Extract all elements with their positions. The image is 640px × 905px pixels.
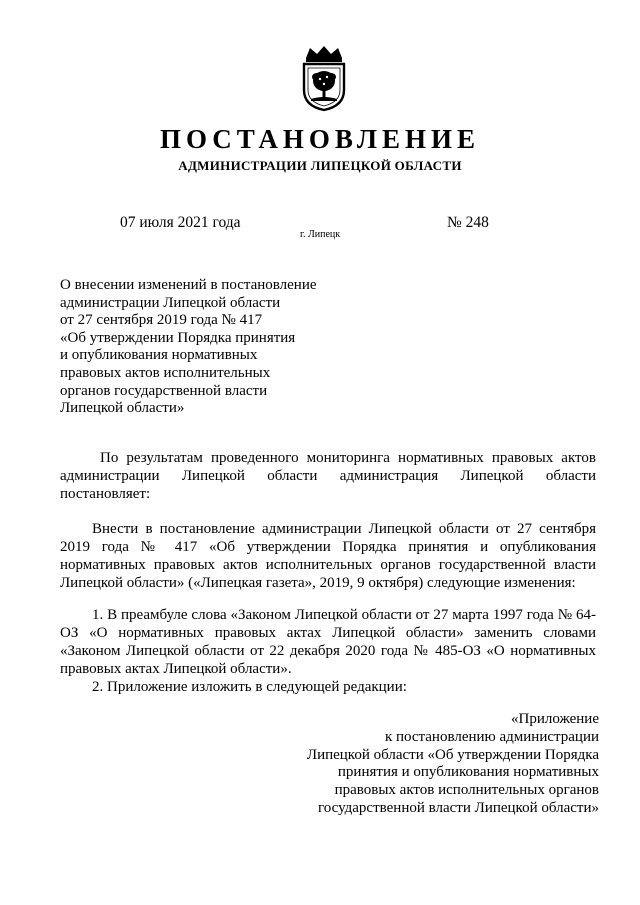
subject-line: и опубликования нормативных: [60, 347, 258, 364]
body-paragraph: 2. Приложение изложить в следующей редакции:: [92, 679, 407, 695]
document-title: ПОСТАНОВЛЕНИЕ: [159, 124, 481, 154]
subject-line: от 27 сентября 2019 года № 417: [60, 312, 263, 329]
document-subtitle: АДМИНИСТРАЦИИ ЛИПЕЦКОЙ ОБЛАСТИ: [178, 158, 462, 173]
subject-line: О внесении изменений в постановление: [60, 277, 317, 293]
appendix-line: государственной власти Липецкой области»: [317, 799, 599, 816]
subject-line: администрации Липецкой области: [60, 294, 281, 311]
subject-line: правовых актов исполнительных: [60, 364, 271, 381]
appendix-reference: [307, 711, 599, 818]
appendix-line: принятия и опубликования нормативных: [337, 764, 599, 781]
appendix-line: «Приложение: [510, 711, 599, 727]
document-date: 07 июля 2021 года: [120, 214, 241, 231]
coat-of-arms-icon: [297, 44, 351, 112]
body-paragraph: Внести в постановление администрации Липецкой области от 27 сентября 2019 года № 417 «Об утверждении Порядка принятия и опубликования нормативных правовых актов исполнительных органов государственной власти Липецкой области» («Липецкая газета», 2019, 9 октября) следующие изменения:: [60, 521, 596, 591]
document-subject: [60, 277, 360, 418]
subject-line: Липецкой области»: [60, 400, 185, 417]
document-city: г. Липецк: [300, 229, 341, 240]
document-number: № 248: [447, 214, 489, 231]
body-paragraph: По результатам проведенного мониторинга нормативных правовых актов администрации Липецкой области администрация Липецкой области постановляет:: [60, 450, 596, 502]
appendix-line: правовых актов исполнительных органов: [334, 782, 599, 799]
appendix-line: Липецкой области «Об утверждении Порядка: [306, 746, 599, 763]
appendix-line: к постановлению администрации: [384, 728, 599, 745]
body-paragraph: 1. В преамбуле слова «Законом Липецкой области от 27 марта 1997 года № 64-ОЗ «О нормативных правовых актах Липецкой области» заменить словами «Законом Липецкой области от 22 декабря 2020 года № 485-ОЗ «О нормативных правовых актах Липецкой области».: [60, 607, 596, 677]
subject-line: «Об утверждении Порядка принятия: [60, 329, 296, 346]
subject-line: органов государственной власти: [60, 382, 268, 399]
